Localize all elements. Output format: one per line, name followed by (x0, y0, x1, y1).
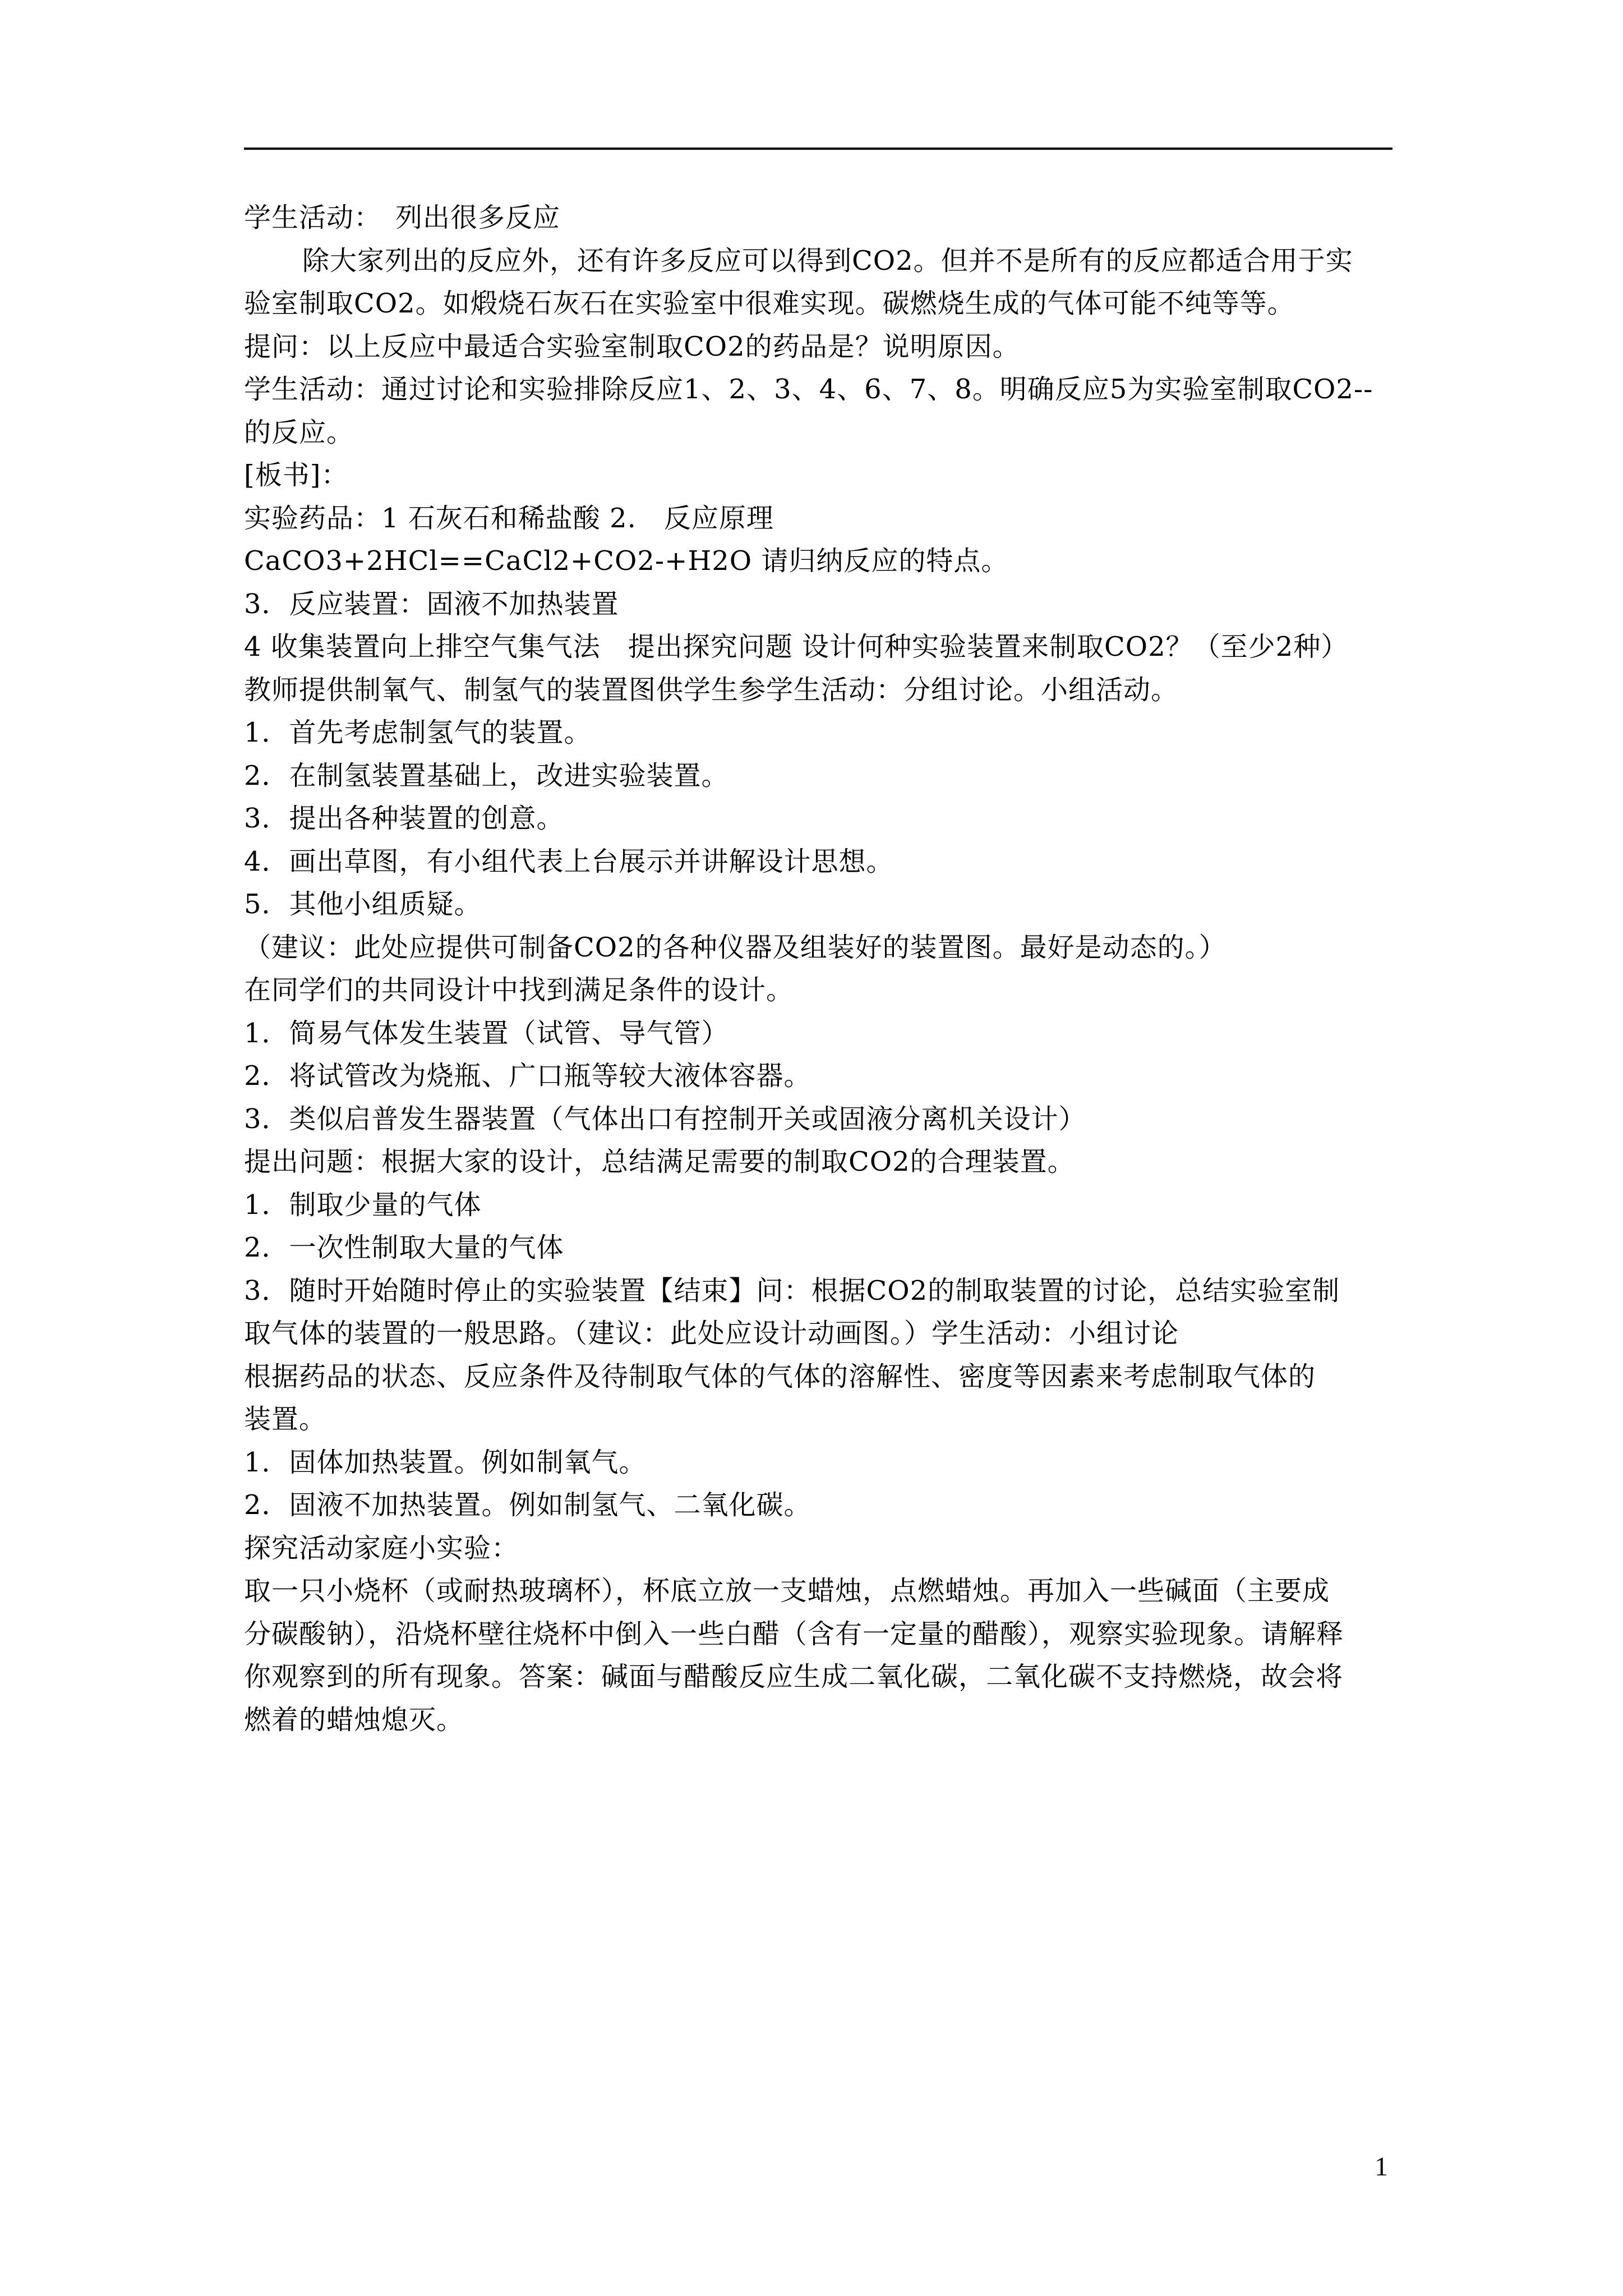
text-line: 取一只小烧杯（或耐热玻璃杯），杯底立放一支蜡烛，点燃蜡烛。再加入一些碱面（主要成 (244, 1575, 1330, 1607)
text-line: 1．首先考虑制氢气的装置。 (244, 717, 592, 748)
text-line: 探究活动家庭小实验： (244, 1532, 519, 1564)
text-line: 2．在制氢装置基础上，改进实验装置。 (244, 760, 729, 792)
text-line: 2．将试管改为烧瓶、广口瓶等较大液体容器。 (244, 1060, 811, 1092)
text-line: CaCO3+2HCl==CaCl2+CO2-+H2O 请归纳反应的特点。 (244, 545, 1009, 577)
text-line: 1．简易气体发生装置（试管、导气管） (244, 1017, 729, 1049)
text-line: 3．反应装置：固液不加热装置 (244, 588, 619, 620)
text-line: 在同学们的共同设计中找到满足条件的设计。 (244, 974, 794, 1006)
text-line: 教师提供制氧气、制氢气的装置图供学生参学生活动：分组讨论。小组活动。 (244, 674, 1179, 706)
text-line: [板书]： (244, 459, 349, 491)
header-rule (244, 148, 1393, 150)
text-line: 4 收集装置向上排空气集气法 提出探究问题 设计何种实验装置来制取CO2？（至少2种） (244, 631, 1349, 662)
text-line: 2．固液不加热装置。例如制氢气、二氧化碳。 (244, 1489, 811, 1521)
text-line: 分碳酸钠），沿烧杯壁往烧杯中倒入一些白醋（含有一定量的醋酸），观察实验现象。请解释 (244, 1618, 1344, 1650)
body-text (244, 196, 1399, 1741)
text-line: 取气体的装置的一般思路。（建议：此处应设计动画图。）学生活动：小组讨论 (244, 1318, 1179, 1349)
text-line: （建议：此处应提供可制备CO2的各种仪器及组装好的装置图。最好是动态的。） (244, 931, 1227, 963)
text-line: 4．画出草图，有小组代表上台展示并讲解设计思想。 (244, 845, 894, 877)
page-number: 1 (1375, 2152, 1388, 2182)
text-line: 实验药品：1 石灰石和稀盐酸 2. 反应原理 (244, 502, 774, 534)
text-line: 学生活动： 列出很多反应 (244, 202, 561, 233)
text-line: 1．制取少量的气体 (244, 1189, 482, 1221)
text-line: 2．一次性制取大量的气体 (244, 1232, 564, 1263)
text-line: 3．类似启普发生器装置（气体出口有控制开关或固液分离机关设计） (244, 1103, 1086, 1135)
text-line: 验室制取CO2。如煅烧石灰石在实验室中很难实现。碳燃烧生成的气体可能不纯等等。 (244, 288, 1295, 319)
text-line: 5．其他小组质疑。 (244, 889, 482, 920)
text-line: 你观察到的所有现象。答案：碱面与醋酸反应生成二氧化碳，二氧化碳不支持燃烧，故会将 (244, 1661, 1344, 1692)
text-line: 燃着的蜡烛熄灭。 (244, 1704, 464, 1736)
text-line: 装置。 (244, 1404, 327, 1435)
text-line: 除大家列出的反应外，还有许多反应可以得到CO2。但并不是所有的反应都适合用于实 (302, 245, 1353, 277)
text-line: 1．固体加热装置。例如制氧气。 (244, 1446, 647, 1478)
text-line: 根据药品的状态、反应条件及待制取气体的气体的溶解性、密度等因素来考虑制取气体的 (244, 1360, 1316, 1392)
text-line: 学生活动：通过讨论和实验排除反应1、2、3、4、6、7、8。明确反应5为实验室制取CO2-- (244, 374, 1373, 405)
text-line: 提出问题：根据大家的设计，总结满足需要的制取CO2的合理装置。 (244, 1146, 1075, 1177)
text-line: 3．提出各种装置的创意。 (244, 803, 564, 834)
text-line: 的反应。 (244, 416, 354, 448)
text-line: 提问：以上反应中最适合实验室制取CO2的药品是？说明原因。 (244, 330, 1020, 362)
text-line: 3．随时开始随时停止的实验装置【结束】问：根据CO2的制取装置的讨论，总结实验室制 (244, 1274, 1340, 1306)
